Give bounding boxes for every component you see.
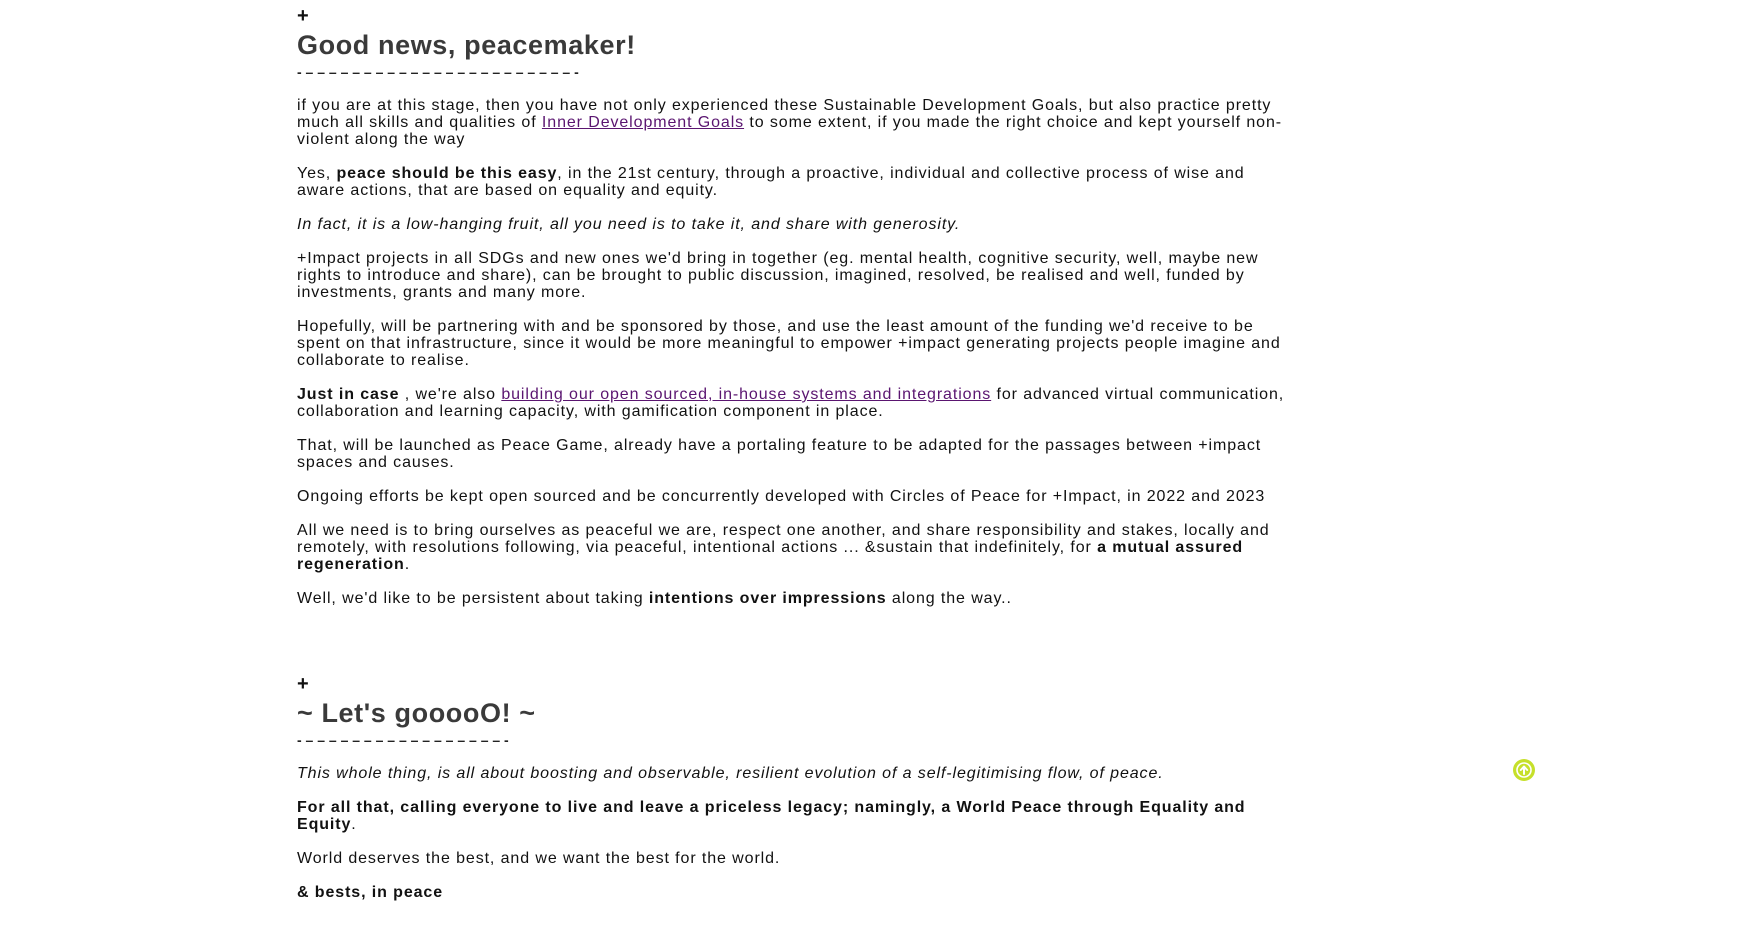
paragraph-peace-easy [297, 165, 1287, 199]
paragraph-impact-projects: +Impact projects in all SDGs and new ones we'd bring in together (eg. mental health, cognitive security, well, maybe new rights to introduce and share), can be brought to public discussion, imagined, resolved, be realised and well, funded by investments, grants and many more. [297, 250, 1259, 301]
italic-text: This whole thing, is all about boosting and observable, resilient evolution of a self-legitimising flow, of peace. [297, 765, 1164, 782]
paragraph-partnering: Hopefully, will be partnering with and be sponsored by those, and use the least amount of the funding we'd receive to be spent on that infrastructure, since it would be more meaningful to empower +impact generating projects people imagine and collaborate to realise. [297, 318, 1281, 369]
paragraph-text: if you are at this stage, then you have not only experienced these Sustainable Development Goals, but also practice pretty much all skills and qualities of [297, 97, 1272, 131]
paragraph-text: for advanced virtual communication, collaboration and learning capacity, with gamification component in place. [297, 386, 1285, 420]
paragraph-ongoing-efforts: Ongoing efforts be kept open sourced and be concurrently developed with Circles of Peace for +Impact, in 2022 and 2023 [297, 488, 1266, 505]
paragraph-all-we-need [297, 522, 1287, 573]
paragraph-world-deserves: World deserves the best, and we want the best for the world. [297, 850, 781, 867]
paragraph-stage [297, 97, 1287, 148]
paragraph-just-in-case [297, 386, 1287, 420]
paragraph-low-hanging-fruit [297, 216, 1287, 233]
main-content [297, 0, 1287, 918]
arrow-up-circle-icon [1516, 762, 1532, 778]
paragraph-intentions [297, 590, 1287, 607]
paragraph-calling-everyone [297, 799, 1287, 833]
paragraph-text: . [404, 556, 411, 573]
paragraph-peace-game: That, will be launched as Peace Game, already have a portaling feature to be adapted for the passages between +impact spaces and causes. [297, 437, 1262, 471]
section-title-good-news: Good news, peacemaker! [297, 30, 636, 60]
paragraph-text: , we're also [399, 386, 502, 403]
paragraph-text: . [351, 816, 357, 833]
section-divider: - – – – – – – – – – – – – – – – – – - [297, 732, 509, 748]
bold-text: a mutual assured regeneration [297, 539, 1244, 573]
paragraph-sign-off [297, 884, 1287, 901]
scroll-to-top-button[interactable] [1513, 759, 1535, 781]
section-title-lets-go: ~ Let's gooooO! ~ [297, 698, 536, 728]
bold-text: intentions over impressions [648, 590, 887, 607]
bold-text: & bests, in peace [297, 884, 444, 901]
paragraph-text: Well, we'd like to be persistent about taking [297, 590, 649, 607]
section-spacer [297, 624, 1287, 668]
section-divider: - – – – – – – – – – – – – – – – – – – – – – – – - [297, 64, 579, 80]
bold-text: For all that, calling everyone to live and leave a priceless legacy; namingly, a World Peace through Equality and Equity [297, 799, 1246, 833]
italic-text: In fact, it is a low-hanging fruit, all you need is to take it, and share with generosity. [297, 216, 961, 233]
paragraph-whole-thing [297, 765, 1287, 782]
paragraph-text: , in the 21st century, through a proactive, individual and collective process of wise and aware actions, that are based on equality and equity. [297, 165, 1245, 199]
section-plus-marker: + [297, 5, 310, 27]
bold-text: peace should be this easy [336, 165, 558, 182]
paragraph-text: All we need is to bring ourselves as peaceful we are, respect one another, and share responsibility and stakes, locally and remotely, with resolutions following, via peaceful, intentional actions ... &sustain that indefinitely, for [297, 522, 1270, 556]
section-plus-marker: + [297, 673, 310, 695]
paragraph-text: Yes, [297, 165, 337, 182]
bold-text: Just in case [297, 386, 400, 403]
paragraph-text: along the way.. [886, 590, 1012, 607]
open-sourced-systems-link[interactable]: building our open sourced, in-house systems and integrations [501, 386, 992, 403]
paragraph-text: to some extent, if you made the right choice and kept yourself non-violent along the way [297, 114, 1282, 148]
inner-development-goals-link[interactable]: Inner Development Goals [541, 114, 745, 131]
